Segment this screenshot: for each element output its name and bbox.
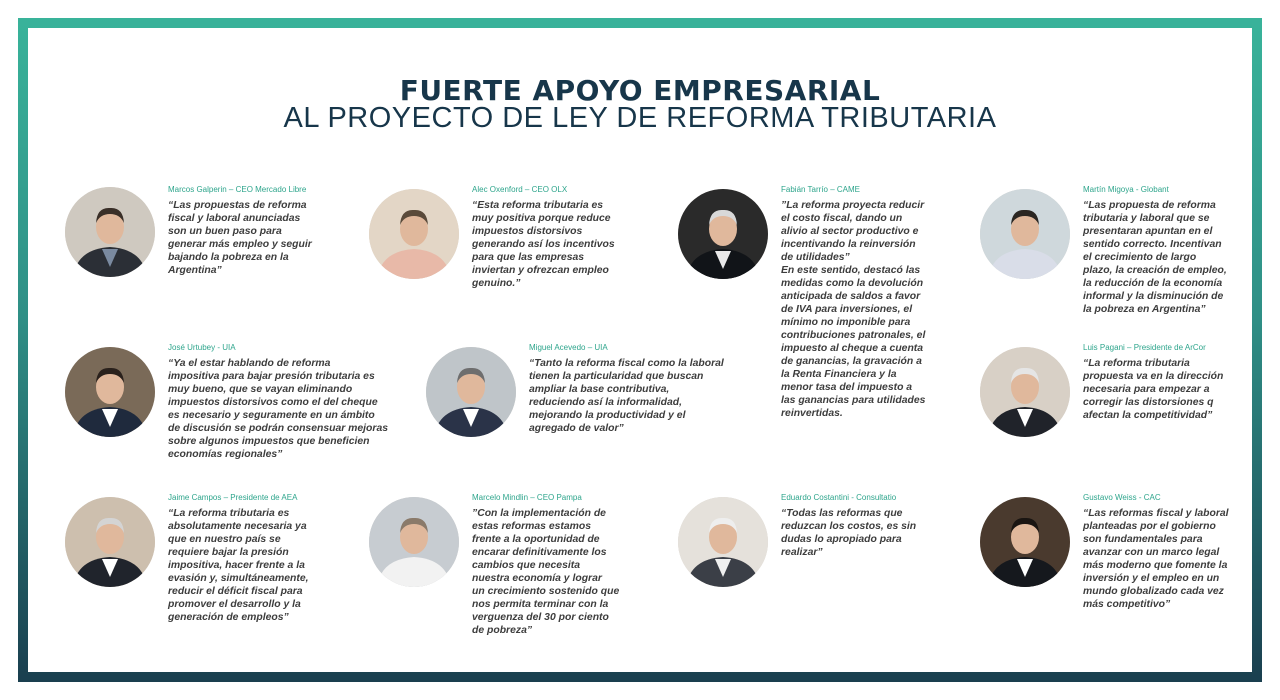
person-name: Marcos Galperin – CEO Mercado Libre xyxy=(168,185,307,194)
portrait-photo xyxy=(65,497,155,587)
portrait-photo xyxy=(980,347,1070,437)
person-name: Luis Pagani – Presidente de ArCor xyxy=(1083,343,1206,352)
headline: FUERTE APOYO EMPRESARIAL xyxy=(399,74,881,107)
person-quote: “Las reformas fiscal y laboral planteadas por el gobierno son fundamentales para avanzar con un marco legal más moderno que fomente la inversión y el empleo en un mundo globalizado cada vez más competitivo” xyxy=(1083,508,1229,610)
portrait-silhouette xyxy=(980,189,1070,279)
portrait-photo xyxy=(65,347,155,437)
portrait-photo xyxy=(426,347,516,437)
portrait-silhouette xyxy=(65,497,155,587)
person-quote: “Todas las reformas que reduzcan los costos, es sin dudas lo apropiado para realizar” xyxy=(781,508,917,558)
person-name: Miguel Acevedo – UIA xyxy=(529,343,608,352)
person-quote: “Ya el estar hablando de reforma impositiva para bajar presión tributaria es muy bueno, que se vayan eliminando impuestos distorsivos como el del cheque es necesario y seguramente en un ámbito de discusión se podrán consensuar mejoras sobre algunos impuestos que beneficien economías regionales” xyxy=(168,358,389,460)
person-quote: “Tanto la reforma fiscal como la laboral tienen la particularidad que buscan ampliar la base contributiva, reduciendo así la informalidad, mejorando la productividad y el agregado de valor” xyxy=(529,358,724,434)
person-name: Eduardo Costantini - Consultatio xyxy=(781,493,897,502)
person-quote: “La reforma tributaria propuesta va en la dirección necesaria para empezar a corregir las distorsiones q afectan la competitividad” xyxy=(1083,358,1224,421)
portrait-silhouette xyxy=(65,187,155,277)
portrait-silhouette xyxy=(678,189,768,279)
portrait-photo xyxy=(65,187,155,277)
person-name: Fabián Tarrío – CAME xyxy=(781,185,860,194)
portrait-silhouette xyxy=(426,347,516,437)
portrait-photo xyxy=(980,497,1070,587)
portrait-silhouette xyxy=(369,189,459,279)
portrait-silhouette xyxy=(369,497,459,587)
person-name: José Urtubey - UIA xyxy=(168,343,236,352)
portrait-silhouette xyxy=(980,347,1070,437)
person-quote: “La reforma tributaria es absolutamente necesaria ya que en nuestro país se requiere bajar la presión impositiva, hacer frente a la evasión y, simultáneamente, reducir el déficit fiscal para promover el desarrollo y la generación de empleos” xyxy=(168,508,309,623)
portrait-silhouette xyxy=(65,347,155,437)
person-name: Jaime Campos – Presidente de AEA xyxy=(168,493,298,502)
person-quote: “Las propuesta de reforma tributaria y laboral que se presentaran apuntan en el sentido correcto. Incentivan el crecimiento de largo plazo, la creación de empleo, la reducción de la economía informal y la disminución de la pobreza en Argentina” xyxy=(1083,200,1227,315)
person-quote: “Las propuestas de reforma fiscal y laboral anunciadas son un buen paso para generar más empleo y seguir bajando la pobreza en la Argentina” xyxy=(168,200,312,276)
person-name: Martín Migoya - Globant xyxy=(1083,185,1169,194)
person-quote: ”Con la implementación de estas reformas estamos frente a la oportunidad de encarar definitivamente los cambios que necesita nuestra economía y lograr un crecimiento sostenido que nos permita terminar con la verguenza del 30 por ciento de pobreza” xyxy=(472,508,620,636)
person-name: Alec Oxenford – CEO OLX xyxy=(472,185,568,194)
person-quote: “Esta reforma tributaria es muy positiva porque reduce impuestos distorsivos generando así los incentivos para que las empresas inviertan y ofrezcan empleo genuino.” xyxy=(472,200,615,289)
person-name: Marcelo Mindlin – CEO Pampa xyxy=(472,493,582,502)
person-name: Gustavo Weiss - CAC xyxy=(1083,493,1161,502)
portrait-photo xyxy=(678,189,768,279)
portrait-silhouette xyxy=(678,497,768,587)
person-quote: ”La reforma proyecta reducir el costo fiscal, dando un alivio al sector productivo e incentivando la reinversión de utilidades” En este sentido, destacó las medidas como la devolución anticipada de saldos a favor de IVA para inversiones, el mínimo no imponible para contribuciones patronales, el impuesto al cheque a cuenta de ganancias, la gravación a la Renta Financiera y la menor tasa del impuesto a las ganancias para utilidades reinvertidas. xyxy=(781,200,926,419)
subheadline: AL PROYECTO DE LEY DE REFORMA TRIBUTARIA xyxy=(283,102,997,134)
portrait-photo xyxy=(678,497,768,587)
portrait-photo xyxy=(980,189,1070,279)
portrait-photo xyxy=(369,497,459,587)
portrait-silhouette xyxy=(980,497,1070,587)
portrait-photo xyxy=(369,189,459,279)
